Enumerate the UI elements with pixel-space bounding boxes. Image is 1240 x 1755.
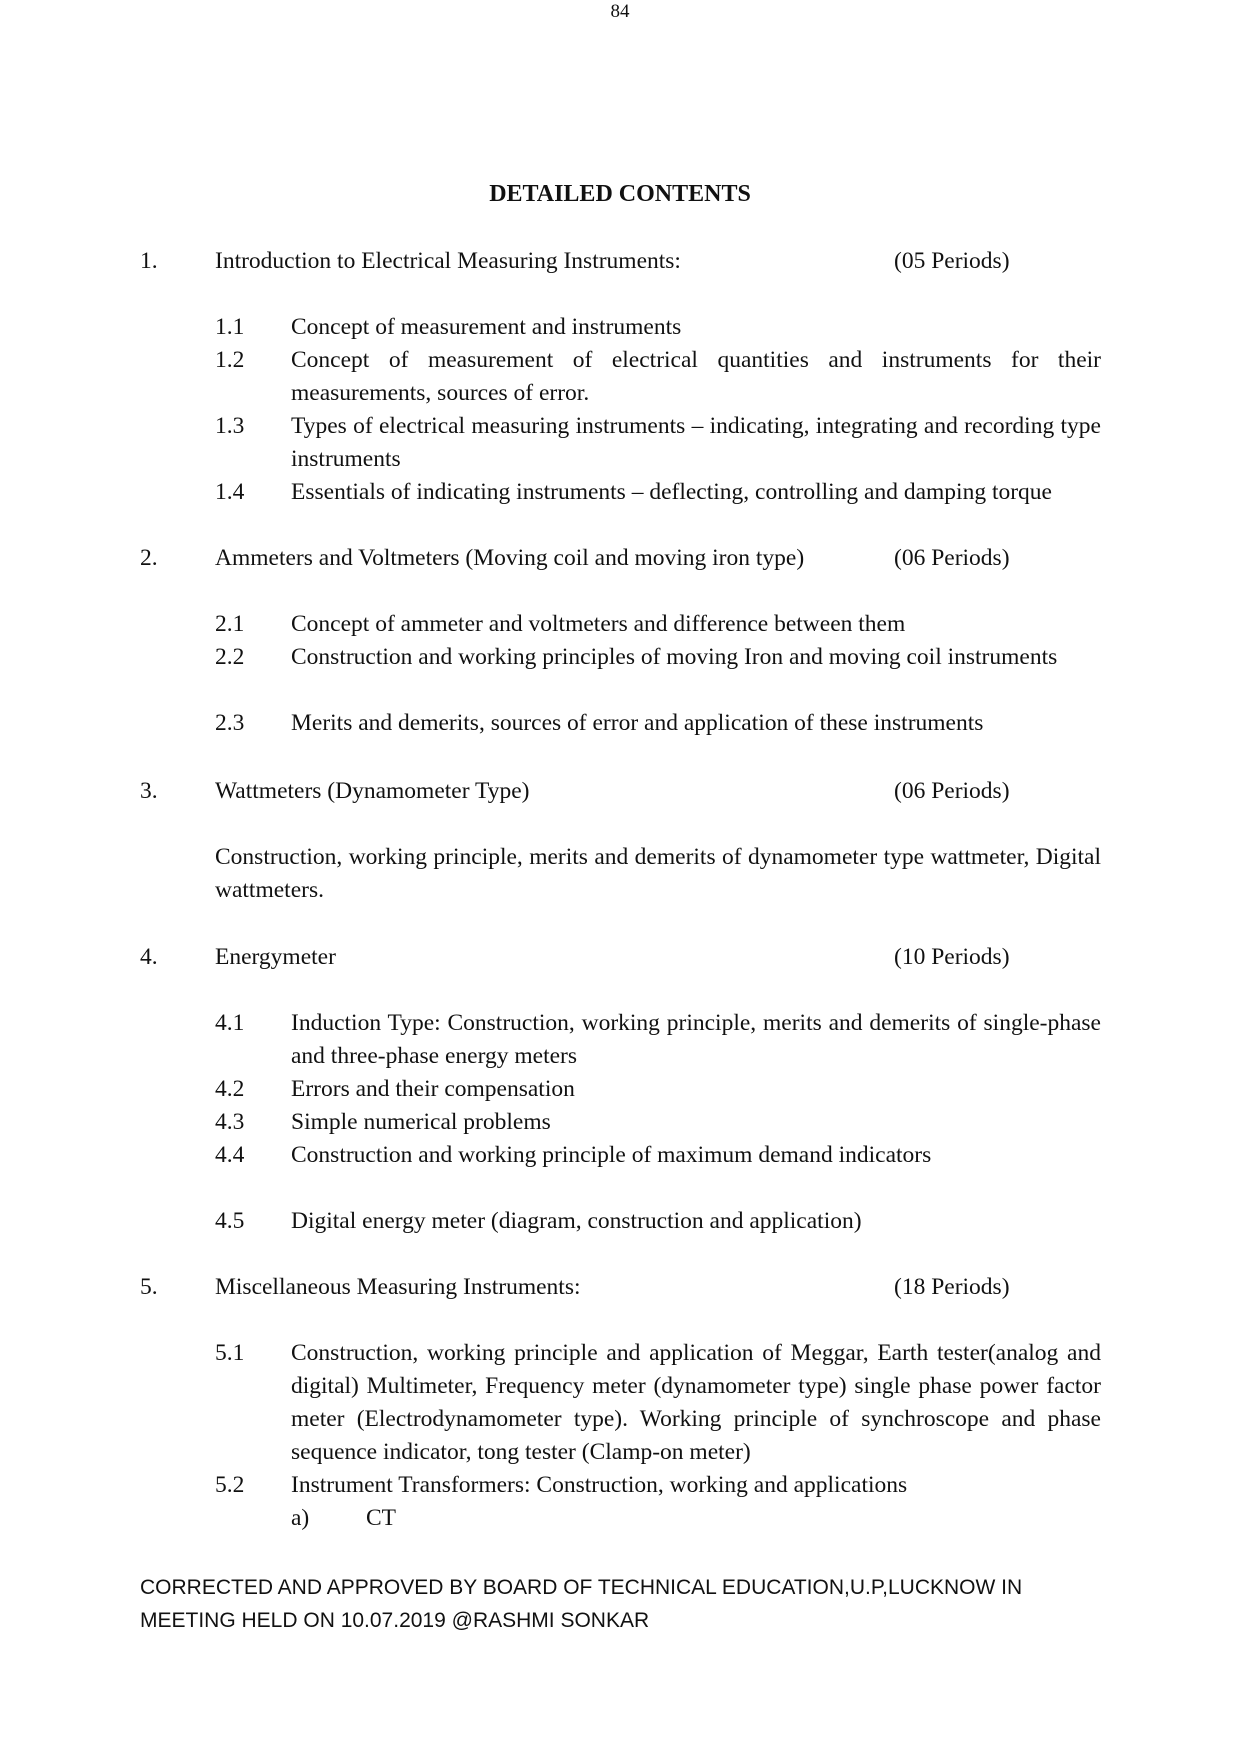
item-text: Digital energy meter (diagram, construction and application) [291, 1208, 862, 1234]
item-number: 1.1 [215, 314, 245, 340]
section-periods: (06 Periods) [894, 778, 1010, 804]
item-text: Types of electrical measuring instruments – indicating, integrating and recording type instruments [291, 413, 1101, 472]
section-periods: (06 Periods) [894, 545, 1010, 571]
item-number: 1.3 [215, 413, 245, 439]
section-title: Miscellaneous Measuring Instruments: [215, 1274, 581, 1300]
item-text: Instrument Transformers: Construction, working and applications [291, 1472, 908, 1498]
sub-item-text: CT [366, 1505, 397, 1531]
item-text: Construction, working principle and application of Meggar, Earth tester(analog and digital) Multimeter, Frequency meter (dynamometer type) single phase power factor meter (Electrodynamometer type). Working principle of synchroscope and phase sequence indicator, tong tester (Clamp-on meter) [291, 1340, 1101, 1465]
section-number: 5. [140, 1274, 158, 1300]
item-text: Errors and their compensation [291, 1076, 575, 1102]
item-text: Merits and demerits, sources of error and application of these instruments [291, 710, 984, 736]
item-number: 4.5 [215, 1208, 245, 1234]
item-text: Simple numerical problems [291, 1109, 551, 1135]
item-number: 5.1 [215, 1340, 245, 1366]
section-title: Introduction to Electrical Measuring Instruments: [215, 248, 681, 274]
section-number: 2. [140, 545, 158, 571]
section-title: Energymeter [215, 944, 336, 970]
item-text: Induction Type: Construction, working principle, merits and demerits of single-phase and three-phase energy meters [291, 1010, 1101, 1069]
section-title: Ammeters and Voltmeters (Moving coil and moving iron type) [215, 545, 805, 571]
item-number: 2.3 [215, 710, 245, 736]
section-periods: (05 Periods) [894, 248, 1010, 274]
section-periods: (18 Periods) [894, 1274, 1010, 1300]
page-number: 84 [610, 1, 630, 22]
item-text: Concept of measurement and instruments [291, 314, 682, 340]
footer-line: MEETING HELD ON 10.07.2019 @RASHMI SONKAR [140, 1609, 650, 1632]
item-text: Concept of measurement of electrical quantities and instruments for their measurements, sources of error. [291, 347, 1101, 406]
item-number: 5.2 [215, 1472, 245, 1498]
item-number: 2.1 [215, 611, 245, 637]
item-number: 4.1 [215, 1010, 245, 1036]
sub-item-letter: a) [291, 1505, 310, 1531]
item-text: Concept of ammeter and voltmeters and difference between them [291, 611, 906, 637]
page-title: DETAILED CONTENTS [489, 181, 751, 207]
section-paragraph: Construction, working principle, merits and demerits of dynamometer type wattmeter, Digital wattmeters. [215, 844, 1101, 903]
item-number: 1.2 [215, 347, 245, 373]
section-number: 1. [140, 248, 158, 274]
item-number: 4.2 [215, 1076, 245, 1102]
section-number: 3. [140, 778, 158, 804]
item-text: Construction and working principle of maximum demand indicators [291, 1142, 932, 1168]
section-periods: (10 Periods) [894, 944, 1010, 970]
item-number: 1.4 [215, 479, 245, 505]
section-number: 4. [140, 944, 158, 970]
item-text: Construction and working principles of moving Iron and moving coil instruments [291, 644, 1058, 670]
footer-line: CORRECTED AND APPROVED BY BOARD OF TECHNICAL EDUCATION,U.P,LUCKNOW IN [140, 1576, 1023, 1599]
footer-note [140, 1571, 1120, 1637]
item-number: 4.4 [215, 1142, 245, 1168]
item-text: Essentials of indicating instruments – deflecting, controlling and damping torque [291, 479, 1052, 505]
item-number: 4.3 [215, 1109, 245, 1135]
item-number: 2.2 [215, 644, 245, 670]
section-title: Wattmeters (Dynamometer Type) [215, 778, 530, 804]
